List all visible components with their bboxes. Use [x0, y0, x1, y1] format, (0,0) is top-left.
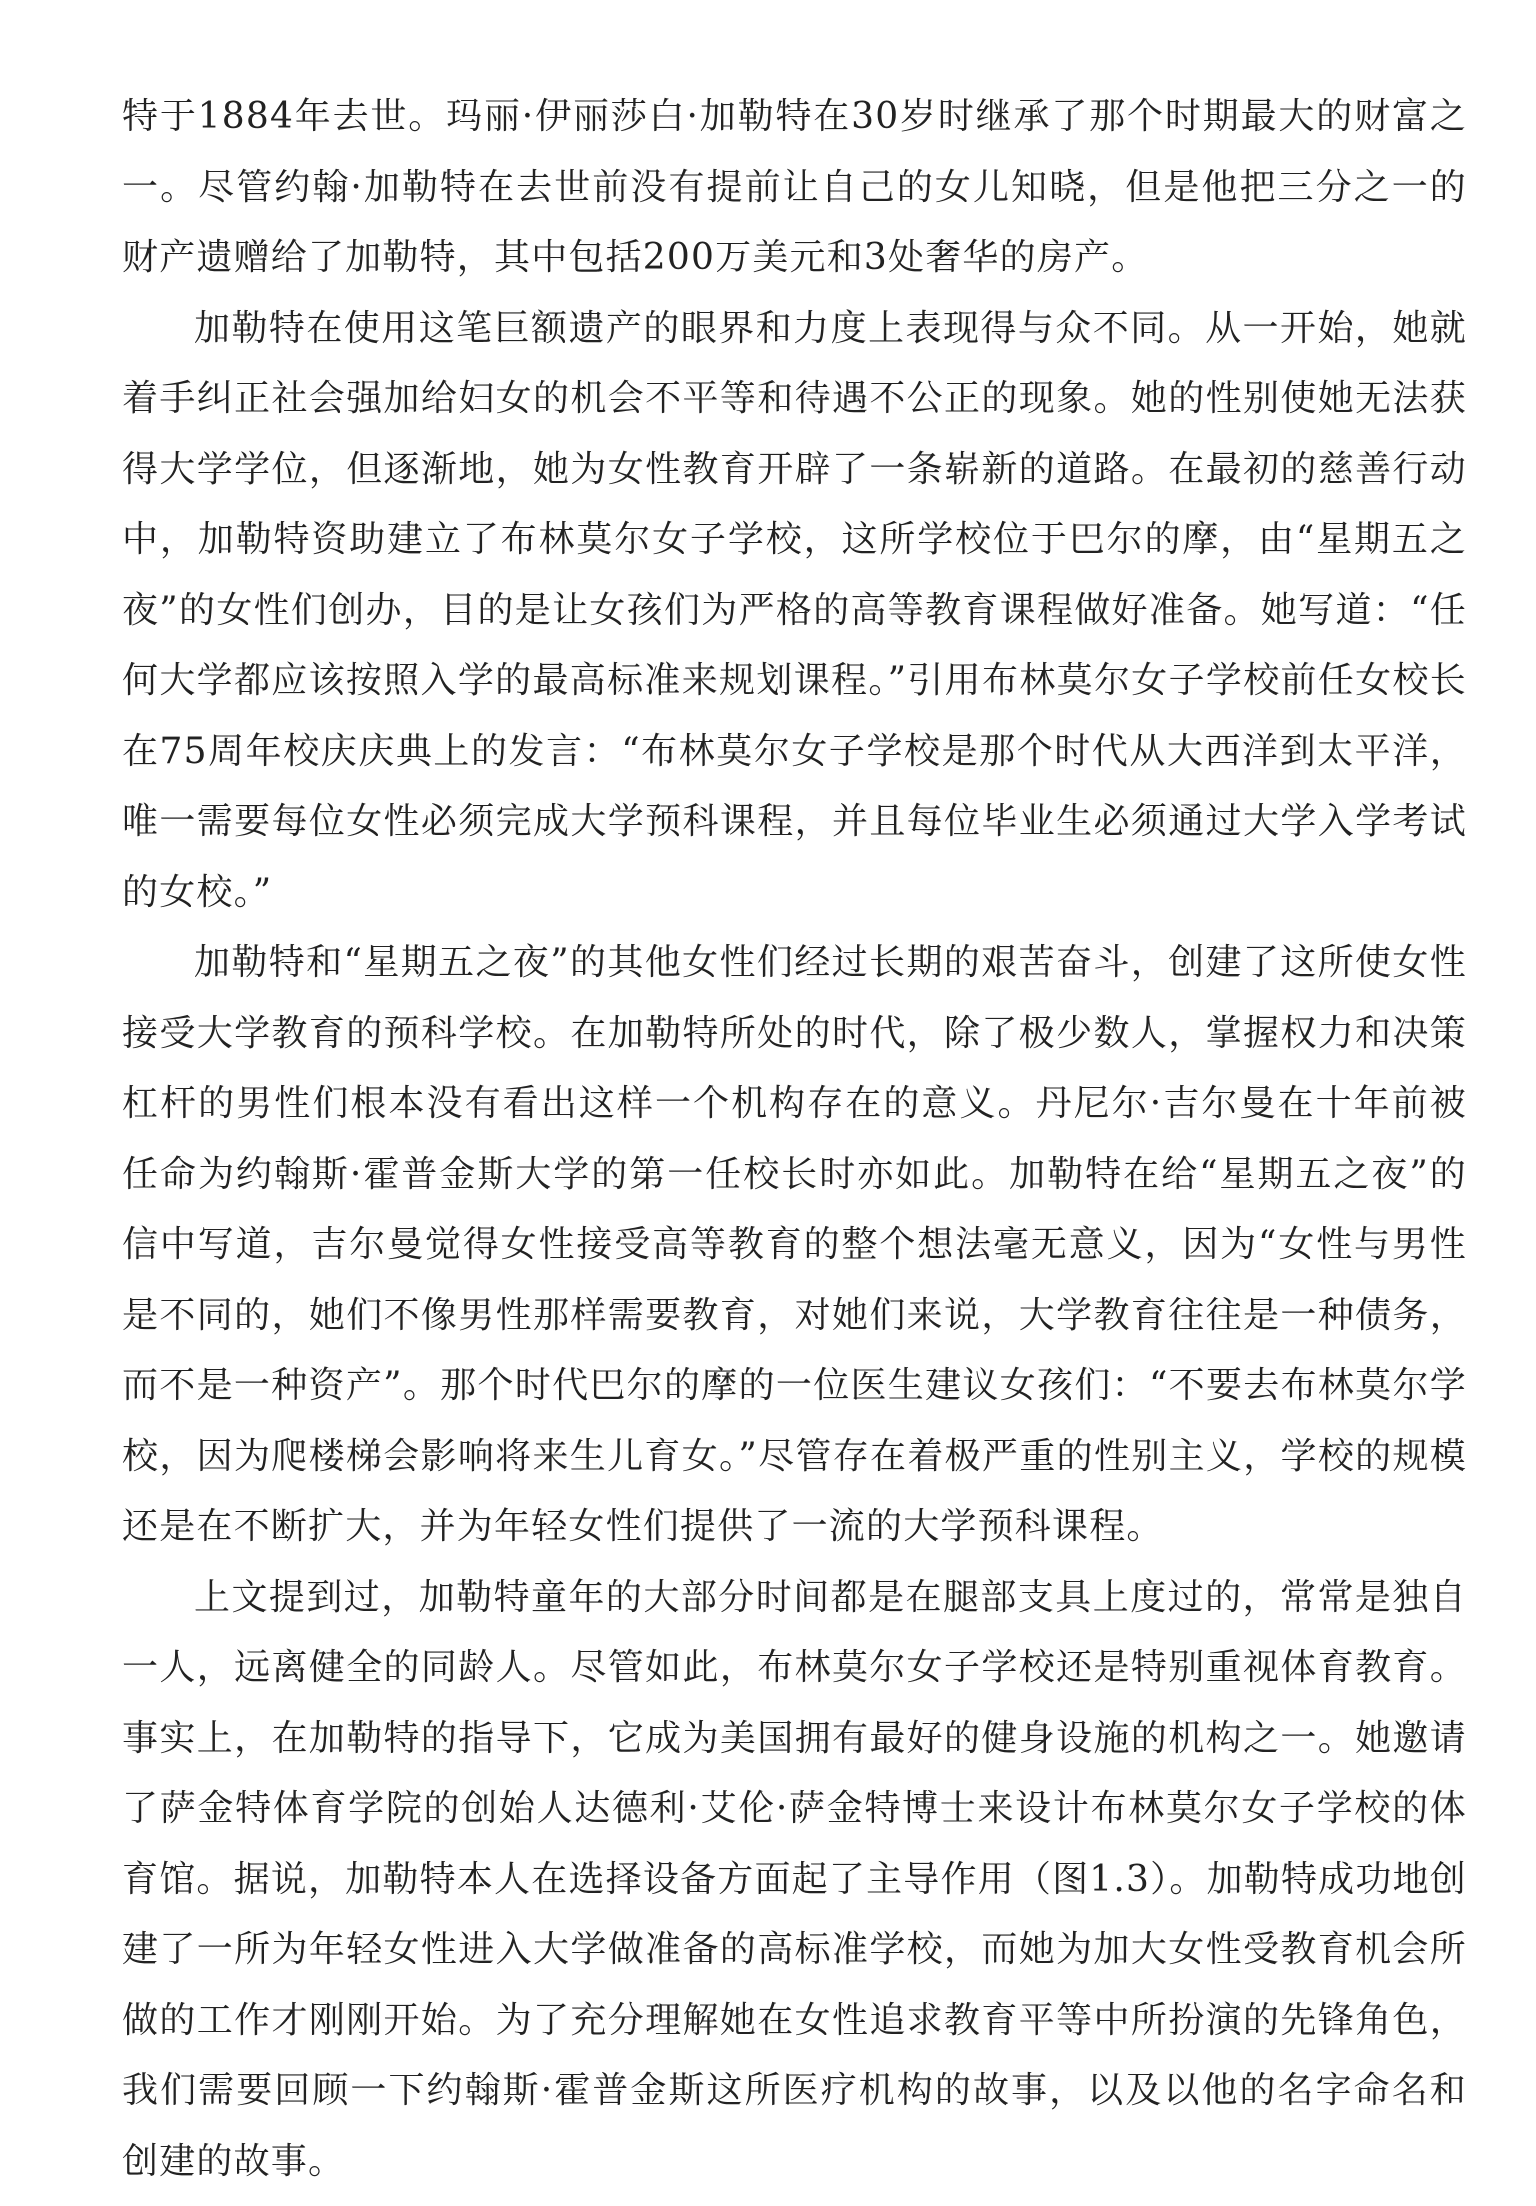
- paragraph-inheritance-use: 加勒特在使用这笔巨额遗产的眼界和力度上表现得与众不同。从一开始，她就着手纠正社会强加给妇女的机会不平等和待遇不公正的现象。她的性别使她无法获得大学学位，但逐渐地，她为女性教育开辟了一条崭新的道路。在最初的慈善行动中，加勒特资助建立了布林莫尔女子学校，这所学校位于巴尔的摩，由“星期五之夜”的女性们创办，目的是让女孩们为严格的高等教育课程做好准备。她写道：“任何大学都应该按照入学的最高标准来规划课程。”引用布林莫尔女子学校前任女校长在75周年校庆庆典上的发言：“布林莫尔女子学校是那个时代从大西洋到太平洋，唯一需要每位女性必须完成大学预科课程，并且每位毕业生必须通过大学入学考试的女校。”: [122, 307, 1467, 913]
- paragraph-continuation: 特于1884年去世。玛丽·伊丽莎白·加勒特在30岁时继承了那个时期最大的财富之一。尽管约翰·加勒特在去世前没有提前让自己的女儿知晓，但是他把三分之一的财产遗赠给了加勒特，其中包括200万美元和3处奢华的房产。: [122, 96, 1467, 278]
- document-page: [122, 82, 1467, 2197]
- paragraph-physical-education: 上文提到过，加勒特童年的大部分时间都是在腿部支具上度过的，常常是独自一人，远离健全的同龄人。尽管如此，布林莫尔女子学校还是特别重视体育教育。事实上，在加勒特的指导下，它成为美国拥有最好的健身设施的机构之一。她邀请了萨金特体育学院的创始人达德利·艾伦·萨金特博士来设计布林莫尔女子学校的体育馆。据说，加勒特本人在选择设备方面起了主导作用（图1.3）。加勒特成功地创建了一所为年轻女性进入大学做准备的高标准学校，而她为加大女性受教育机会所做的工作才刚刚开始。为了充分理解她在女性追求教育平等中所扮演的先锋角色，我们需要回顾一下约翰斯·霍普金斯这所医疗机构的故事，以及以他的名字命名和创建的故事。: [122, 1576, 1467, 2182]
- paragraph-friday-evening: 加勒特和“星期五之夜”的其他女性们经过长期的艰苦奋斗，创建了这所使女性接受大学教育的预科学校。在加勒特所处的时代，除了极少数人，掌握权力和决策杠杆的男性们根本没有看出这样一个机构存在的意义。丹尼尔·吉尔曼在十年前被任命为约翰斯·霍普金斯大学的第一任校长时亦如此。加勒特在给“星期五之夜”的信中写道，吉尔曼觉得女性接受高等教育的整个想法毫无意义，因为“女性与男性是不同的，她们不像男性那样需要教育，对她们来说，大学教育往往是一种债务，而不是一种资产”。那个时代巴尔的摩的一位医生建议女孩们：“不要去布林莫尔学校，因为爬楼梯会影响将来生儿育女。”尽管存在着极严重的性别主义，学校的规模还是在不断扩大，并为年轻女性们提供了一流的大学预科课程。: [122, 942, 1467, 1547]
